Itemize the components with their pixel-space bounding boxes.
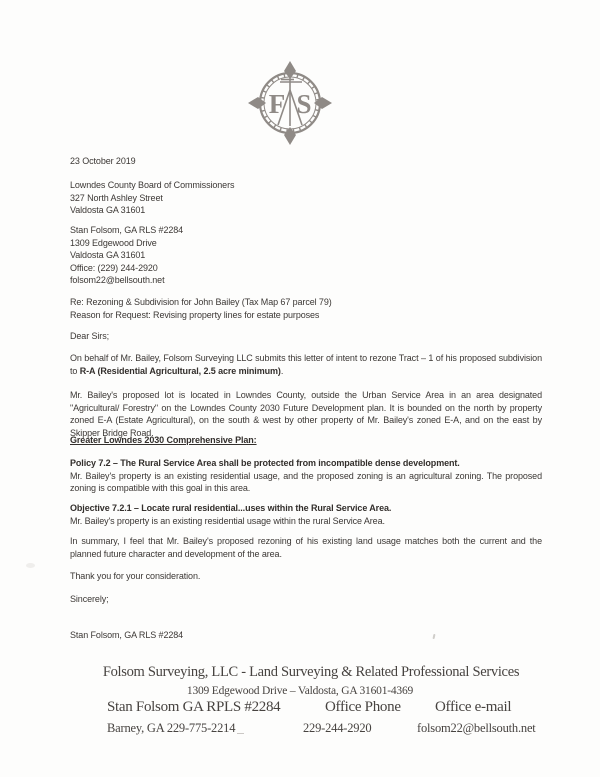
section-heading	[70, 434, 542, 447]
signature-line: Stan Folsom, GA RLS #2284	[70, 630, 184, 640]
policy-heading: Policy 7.2 – The Rural Service Area shall be protected from incompatible dense development.	[70, 458, 460, 468]
footer-surveyor-title: Stan Folsom GA RPLS #2284	[107, 699, 281, 715]
objective-heading: Objective 7.2.1 – Locate rural residential...uses within the Rural Service Area.	[70, 503, 392, 513]
policy-body: Mr. Bailey's property is an existing residential usage, and the proposed zoning is an agricultural zoning. The proposed zoning is compatible with this goal in this area.	[70, 470, 542, 494]
footer-office-email-title: Office e-mail	[435, 699, 512, 715]
re-block	[70, 296, 542, 321]
re-line: Re: Rezoning & Subdivision for John Bailey (Tax Map 67 parcel 79)	[70, 297, 332, 307]
footer-office-email-value: folsom22@bellsouth.net	[417, 721, 536, 735]
compass-transit-logo-icon	[247, 60, 333, 146]
recipient-address-block	[70, 179, 542, 217]
sender-phone: Office: (229) 244-2920	[70, 262, 158, 273]
sender-city: Valdosta GA 31601	[70, 250, 146, 261]
footer-surveyor-phone: Barney, GA 229-775-2214	[107, 721, 236, 735]
paragraph-intent-period: .	[280, 365, 284, 376]
recipient-street: 327 North Ashley Street	[70, 192, 163, 203]
paragraph-summary: In summary, I feel that Mr. Bailey's proposed rezoning of his existing land usage matches both the current and the planned future character and development of the area.	[70, 536, 542, 559]
folsom-surveying-logo	[247, 60, 333, 146]
recipient-name: Lowndes County Board of Commissioners	[70, 180, 235, 190]
thanks-line: Thank you for your consideration.	[70, 571, 201, 581]
logo-letter-s: S	[296, 89, 312, 119]
footer-company-line: Folsom Surveying, LLC - Land Surveying & Related Professional Services	[102, 664, 520, 680]
paragraph-location: Mr. Bailey's proposed lot is located in Lowndes County, outside the Urban Service Area in an area designated "Agricultural/ Forestry" on the Lowndes County 2030 Future Development plan. It is bounded on the north by property zoned E-A (Estate Agricultural), on the south & west by other property of Mr. Bailey's zoned E-A, and on the east by Skipper Bridge Road.	[70, 390, 542, 438]
scan-smudge-artifact	[26, 563, 35, 568]
paragraph-intent	[70, 352, 542, 377]
section-heading-text: Greater Lowndes 2030 Comprehensive Plan:	[70, 435, 257, 445]
sender-email: folsom22@bellsouth.net	[70, 275, 165, 286]
recipient-city: Valdosta GA 31601	[70, 205, 146, 216]
footer-address-line: 1309 Edgewood Drive – Valdosta, GA 31601-4369	[186, 685, 414, 697]
footer-office-phone-value: 229-244-2920	[303, 721, 372, 735]
sender-address-block	[70, 224, 542, 287]
objective-body: Mr. Bailey's property is an existing residential usage within the rural Service Area.	[70, 515, 385, 526]
sender-name: Stan Folsom, GA RLS #2284	[70, 225, 184, 235]
objective-block	[70, 502, 542, 527]
closing-line: Sincerely;	[70, 594, 109, 604]
paragraph-intent-zoning-bold: R-A (Residential Agricultural, 2.5 acre minimum)	[79, 365, 281, 376]
scan-dash-artifact	[237, 733, 244, 734]
sender-street: 1309 Edgewood Drive	[70, 237, 157, 248]
logo-letter-f: F	[268, 89, 286, 119]
paragraph-intent-text: On behalf of Mr. Bailey, Folsom Surveying LLC submits this letter of intent to rezone Tract – 1 of his proposed subdivision to	[70, 353, 542, 376]
policy-block	[70, 457, 542, 495]
salutation: Dear Sirs;	[70, 331, 110, 341]
footer-office-phone-title: Office Phone	[325, 699, 401, 715]
letter-date: 23 October 2019	[70, 156, 136, 166]
reason-line: Reason for Request: Revising property lines for estate purposes	[70, 309, 320, 320]
